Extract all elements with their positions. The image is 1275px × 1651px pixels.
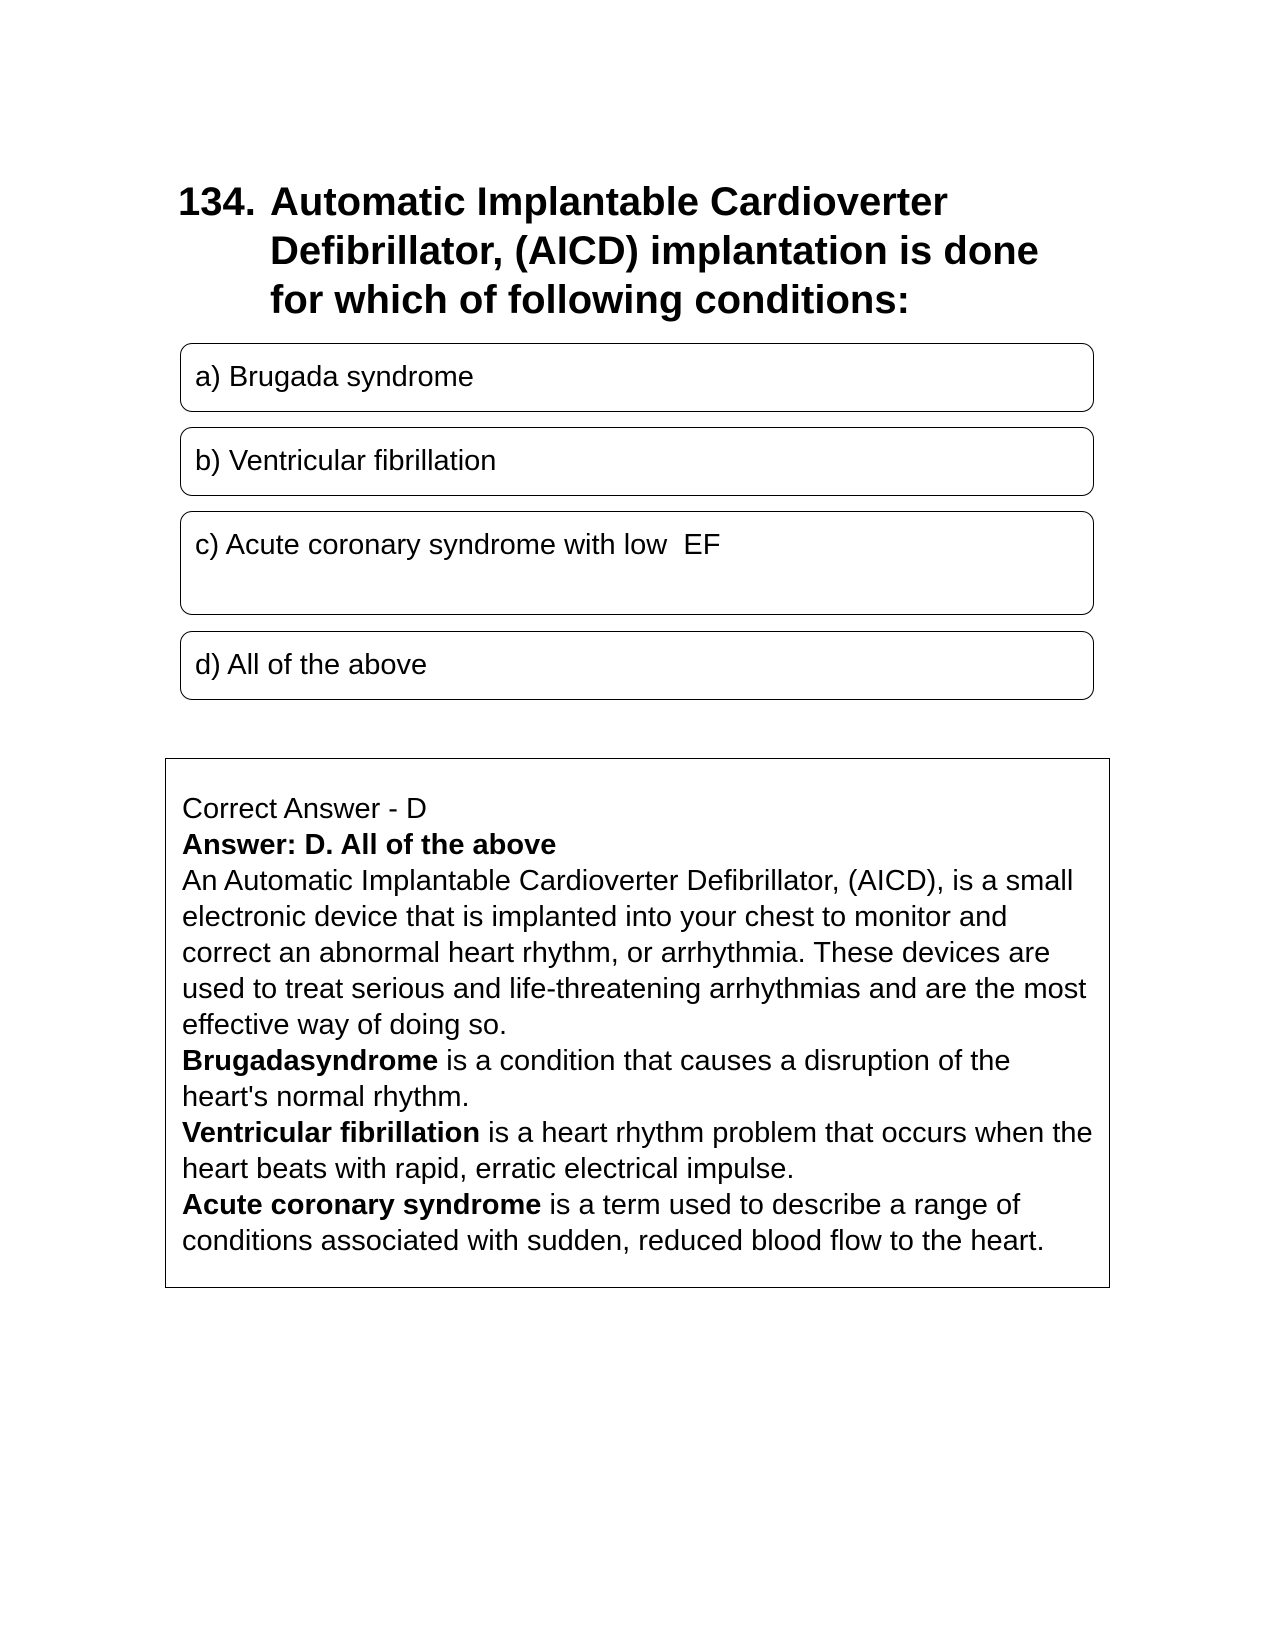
note-vf-term: Ventricular fibrillation xyxy=(182,1117,481,1149)
note-brugada-term: Brugadasyndrome xyxy=(182,1045,439,1077)
note-acs-term: Acute coronary syndrome xyxy=(182,1189,542,1221)
answer-explanation-box xyxy=(165,758,1110,1288)
note-acs xyxy=(182,1187,1095,1259)
option-d-label: d) All of the above xyxy=(195,649,428,681)
option-a-label: a) Brugada syndrome xyxy=(195,361,474,393)
option-a[interactable] xyxy=(180,343,1094,412)
correct-answer-line: Correct Answer - D xyxy=(182,793,427,825)
explanation-paragraph: An Automatic Implantable Cardioverter Defibrillator, (AICD), is a small electronic device that is implanted into your chest to monitor and correct an abnormal heart rhythm, or arrhythmia. These devices are used to treat serious and life-threatening arrhythmias and are the most effective way of doing so. xyxy=(182,865,1087,1041)
note-brugada xyxy=(182,1043,1095,1115)
question-text: Automatic Implantable Cardioverter Defibrillator, (AICD) implantation is done for which of following conditions: xyxy=(270,180,1039,322)
question-heading xyxy=(178,178,1098,325)
option-d[interactable] xyxy=(180,631,1094,700)
note-acs-text: is a term used to describe a range of conditions associated with sudden, reduced blood flow to the heart. xyxy=(182,1189,1045,1257)
answer-line: Answer: D. All of the above xyxy=(182,829,557,861)
note-vf-text: is a heart rhythm problem that occurs when the heart beats with rapid, erratic electrical impulse. xyxy=(182,1117,1093,1185)
note-brugada-text: is a condition that causes a disruption of the heart's normal rhythm. xyxy=(182,1045,1011,1113)
option-b-label: b) Ventricular fibrillation xyxy=(195,445,497,477)
question-number: 134. xyxy=(178,180,256,224)
option-c-label: c) Acute coronary syndrome with low EF xyxy=(195,529,721,561)
option-c[interactable] xyxy=(180,511,1094,615)
option-b[interactable] xyxy=(180,427,1094,496)
note-vf xyxy=(182,1115,1095,1187)
